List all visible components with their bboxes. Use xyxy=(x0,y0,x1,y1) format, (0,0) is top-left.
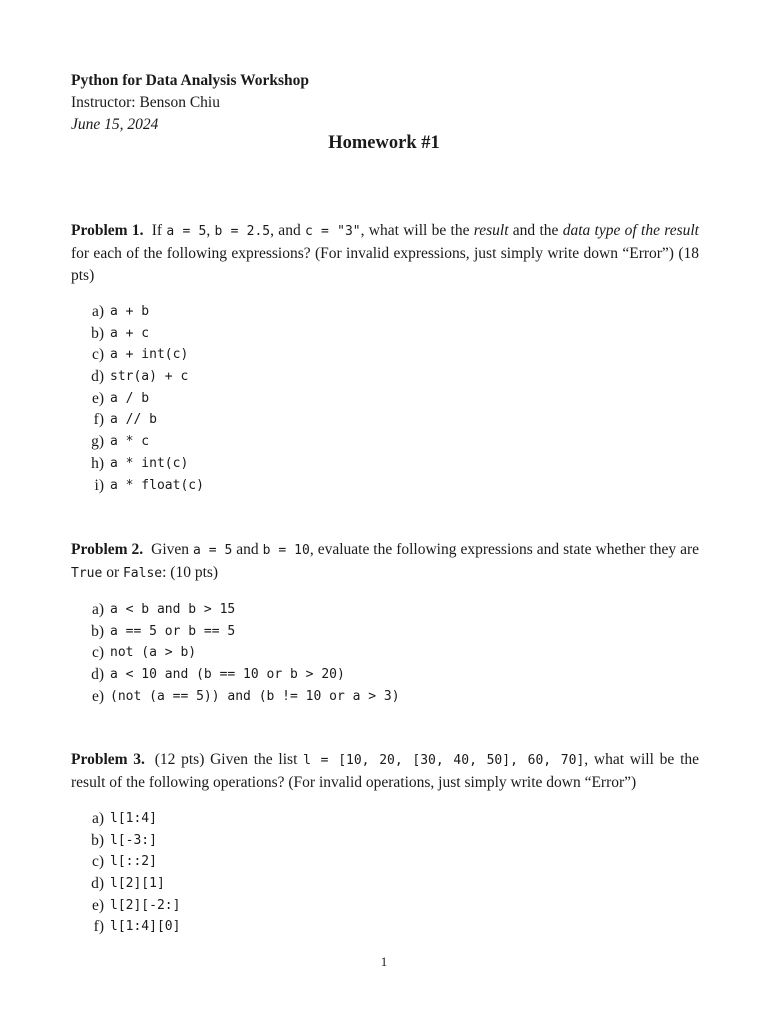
item-expression: l[1:4][0] xyxy=(110,919,181,935)
problem-3-statement xyxy=(71,749,699,794)
item-label: a) xyxy=(91,601,104,618)
item-expression: a * c xyxy=(110,434,150,450)
list-item xyxy=(71,388,699,410)
item-label: f) xyxy=(93,411,104,429)
inline-code: l = [10, 20, [30, 40, 50], 60, 70] xyxy=(303,753,585,768)
instructor-line: Instructor: Benson Chiu xyxy=(71,94,220,111)
problem-1-items xyxy=(71,301,699,496)
item-label: a) xyxy=(91,810,104,827)
course-title: Python for Data Analysis Workshop xyxy=(71,72,310,89)
item-label: c) xyxy=(91,853,104,871)
inline-code: True xyxy=(71,566,103,581)
problem-text: for each of the following expressions? (For invalid expressions, just simply write down “Error”) (18 pts) xyxy=(71,245,699,284)
list-item xyxy=(71,873,699,895)
problem-1-statement xyxy=(71,220,699,287)
item-label: c) xyxy=(91,346,104,364)
problem-text: , what will be the result of the following operations? (For invalid operations, just simply write down “Error”) xyxy=(71,751,699,791)
item-expression: l[-3:] xyxy=(110,832,157,848)
item-label: b) xyxy=(91,831,104,849)
item-label: b) xyxy=(91,622,104,640)
item-label: e) xyxy=(91,687,104,705)
item-expression: l[2][1] xyxy=(110,876,165,892)
list-item xyxy=(71,664,699,686)
problem-1 xyxy=(71,220,699,496)
problem-text: , evaluate the following expressions and state whether they are xyxy=(309,541,699,558)
item-label: b) xyxy=(91,324,104,342)
list-item xyxy=(71,895,699,917)
problem-text: : (10 pts) xyxy=(162,564,219,581)
list-item xyxy=(71,916,699,938)
item-expression: l[1:4] xyxy=(110,811,157,826)
problem-2-statement xyxy=(71,539,699,585)
list-item xyxy=(71,599,699,621)
item-label: e) xyxy=(91,896,104,914)
item-label: d) xyxy=(91,875,104,893)
problem-text: , xyxy=(206,222,215,239)
item-expression: (not (a == 5)) and (b != 10 or a > 3) xyxy=(110,688,400,704)
item-expression: a + int(c) xyxy=(110,347,189,363)
inline-code: a = 5 xyxy=(192,543,233,558)
list-item xyxy=(71,475,699,497)
item-expression: a / b xyxy=(110,390,150,406)
problem-3-items xyxy=(71,808,699,938)
date-line: June 15, 2024 xyxy=(71,116,159,133)
item-label: c) xyxy=(91,644,104,662)
list-item xyxy=(71,344,699,366)
item-expression: a * float(c) xyxy=(110,477,204,493)
list-item xyxy=(71,808,699,830)
list-item xyxy=(71,621,699,643)
list-item xyxy=(71,301,699,323)
document-header xyxy=(71,70,309,136)
item-label: h) xyxy=(91,454,104,472)
page-title: Homework #1 xyxy=(328,133,440,153)
item-expression: l[::2] xyxy=(110,854,157,870)
item-expression: l[2][-2:] xyxy=(110,897,181,913)
item-label: d) xyxy=(91,368,104,386)
item-expression: a + b xyxy=(110,304,150,319)
problem-3-label: Problem 3. xyxy=(71,751,145,768)
item-expression: a < 10 and (b == 10 or b > 20) xyxy=(110,667,345,683)
item-expression: str(a) + c xyxy=(110,369,189,385)
item-label: i) xyxy=(94,476,104,494)
item-label: d) xyxy=(91,666,104,684)
list-item xyxy=(71,642,699,664)
list-item xyxy=(71,830,699,852)
problem-text: and the xyxy=(508,222,563,239)
item-label: f) xyxy=(93,918,104,936)
list-item xyxy=(71,409,699,431)
item-label: g) xyxy=(91,433,104,451)
item-expression: a < b and b > 15 xyxy=(110,602,236,617)
item-label: e) xyxy=(91,389,104,407)
problem-text: If xyxy=(151,222,167,239)
problem-3 xyxy=(71,749,699,938)
list-item xyxy=(71,323,699,345)
item-expression: not (a > b) xyxy=(110,645,197,661)
problem-text: Given xyxy=(151,541,193,558)
item-label: a) xyxy=(91,303,104,320)
inline-code: b = 2.5 xyxy=(214,224,271,239)
inline-code: b = 10 xyxy=(262,543,310,558)
problem-2-label: Problem 2. xyxy=(71,541,144,558)
emphasis-text: result xyxy=(473,222,509,239)
problem-text: (12 pts) Given the list xyxy=(154,751,304,768)
problem-text: , and xyxy=(270,222,305,239)
list-item xyxy=(71,851,699,873)
problem-2-items xyxy=(71,599,699,707)
item-expression: a * int(c) xyxy=(110,455,189,471)
problem-2 xyxy=(71,539,699,707)
item-expression: a == 5 or b == 5 xyxy=(110,623,236,639)
list-item xyxy=(71,366,699,388)
inline-code: c = "3" xyxy=(304,224,361,239)
emphasis-text: data type of the result xyxy=(562,222,699,239)
list-item xyxy=(71,686,699,708)
problem-text: , what will be the xyxy=(360,222,474,239)
list-item xyxy=(71,453,699,475)
page-number: 1 xyxy=(380,954,388,969)
inline-code: False xyxy=(122,566,163,581)
inline-code: a = 5 xyxy=(166,224,207,239)
problem-1-label: Problem 1. xyxy=(71,222,144,239)
item-expression: a + c xyxy=(110,325,150,341)
problem-text: and xyxy=(232,541,263,558)
problem-text: or xyxy=(102,564,123,581)
item-expression: a // b xyxy=(110,412,157,428)
list-item xyxy=(71,431,699,453)
